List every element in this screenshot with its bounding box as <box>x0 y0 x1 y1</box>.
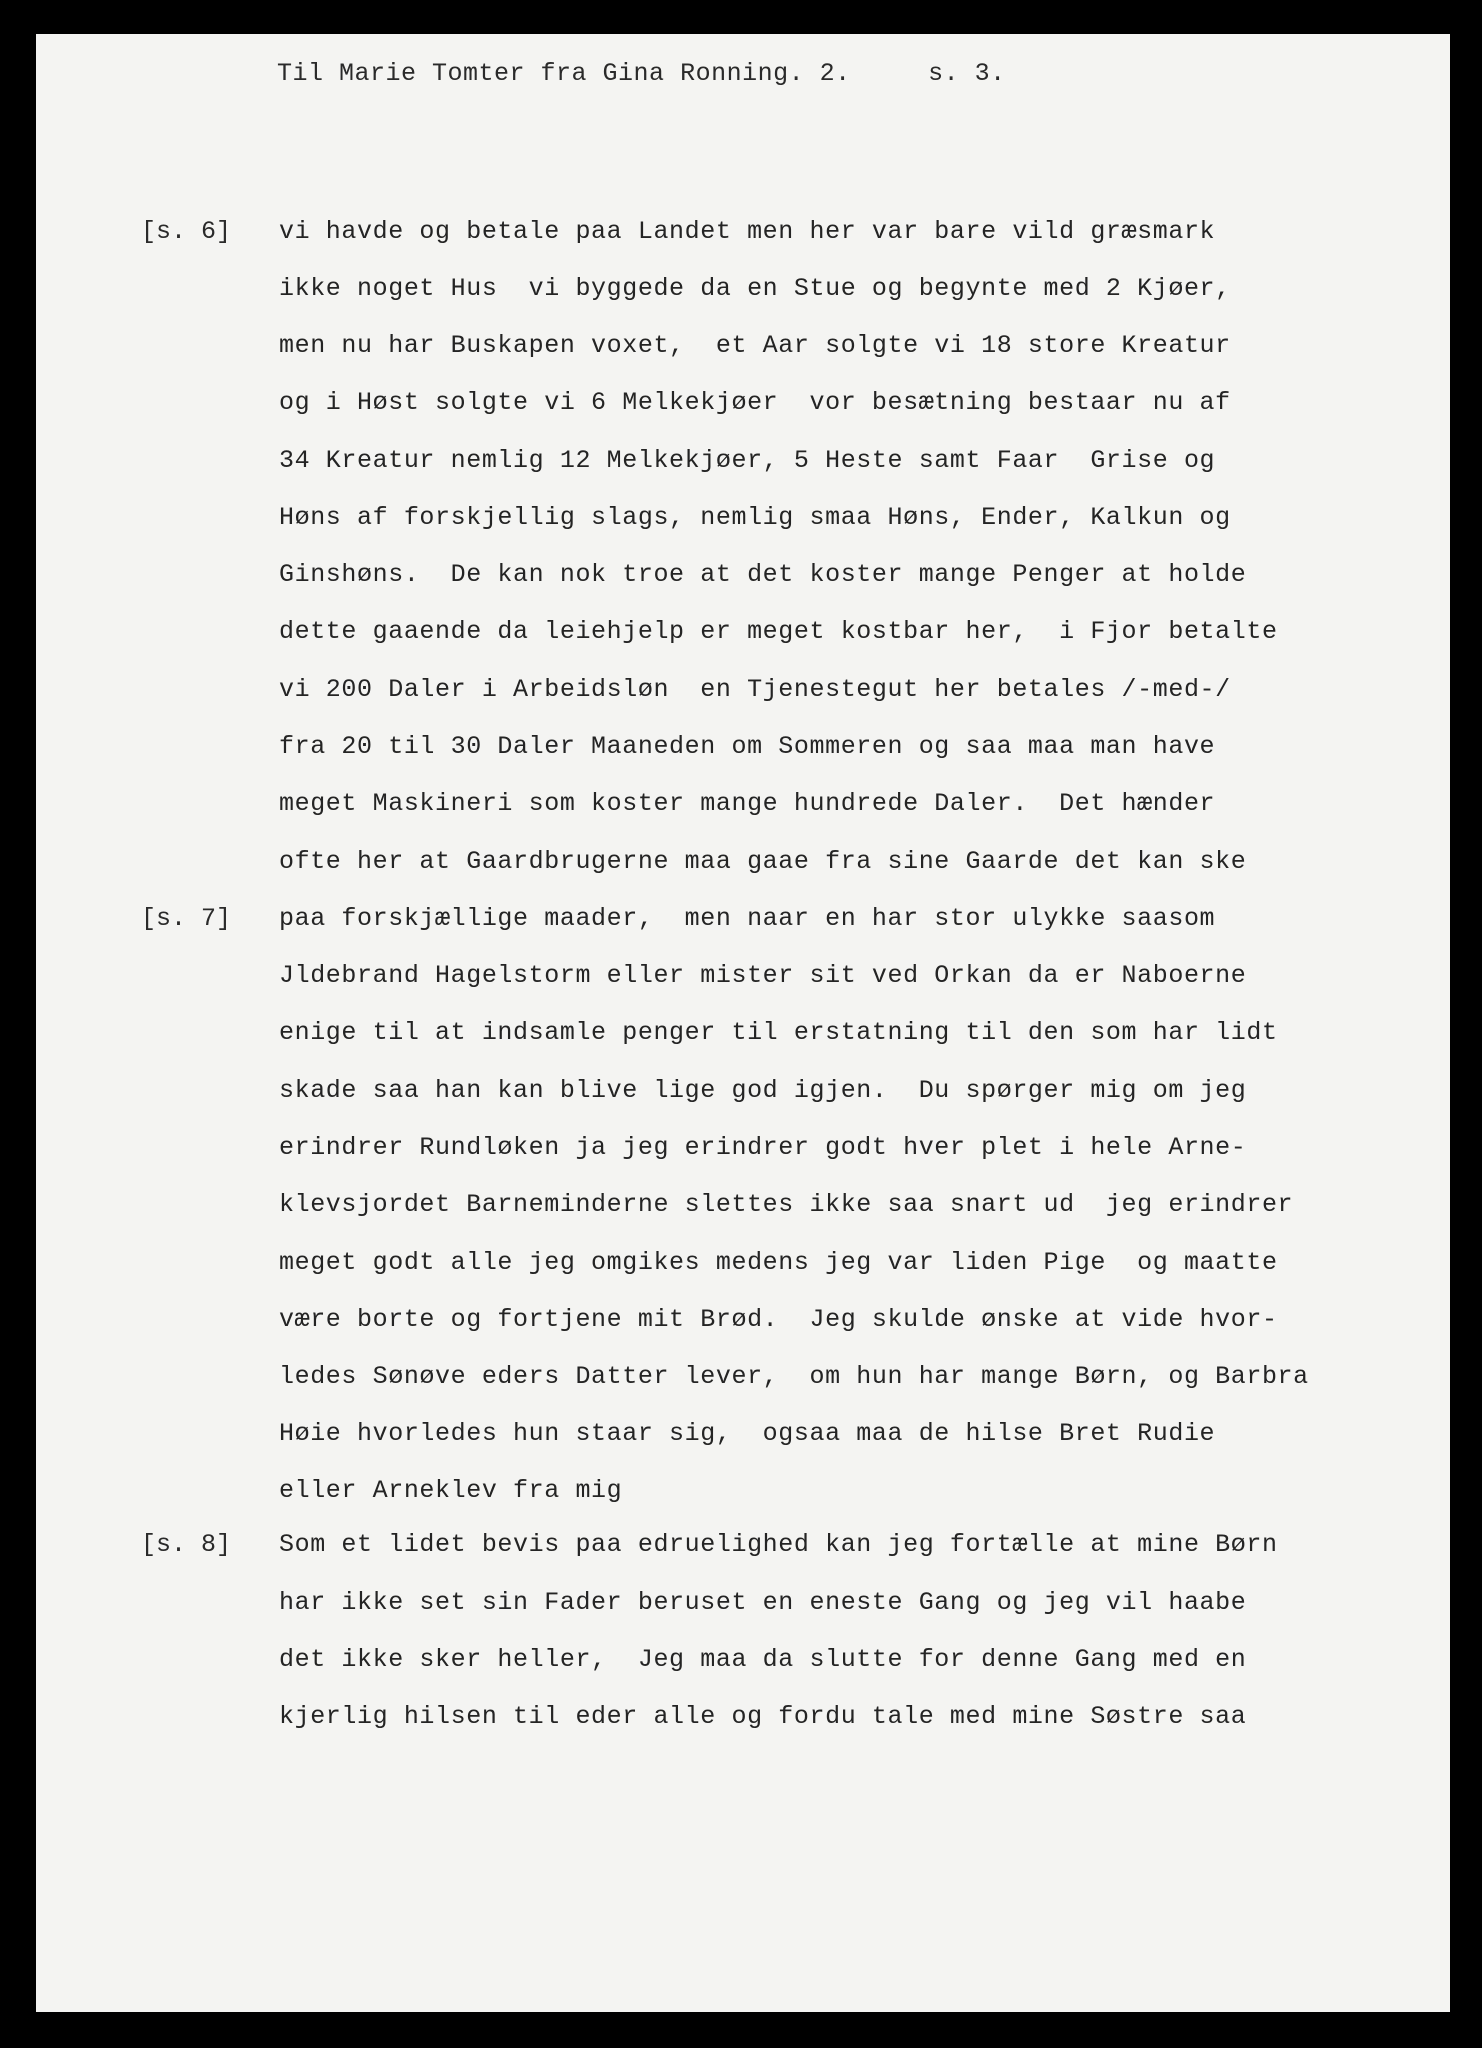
page-marker: [s. 6] <box>141 217 232 246</box>
text-line: kjerlig hilsen til eder alle og fordu tale med mine Søstre saa <box>279 1702 1247 1731</box>
text-line: ikke noget Hus vi byggede da en Stue og begynte med 2 Kjøer, <box>279 274 1231 303</box>
text-line: enige til at indsamle penger til erstatning til den som har lidt <box>279 1018 1278 1047</box>
text-line: ledes Sønøve eders Datter lever, om hun har mange Børn, og Barbra <box>279 1362 1309 1391</box>
text-line: Som et lidet bevis paa edruelighed kan jeg fortælle at mine Børn <box>279 1530 1278 1559</box>
page-marker: [s. 8] <box>141 1530 232 1559</box>
text-line: det ikke sker heller, Jeg maa da slutte for denne Gang med en <box>279 1645 1247 1674</box>
text-line: men nu har Buskapen voxet, et Aar solgte vi 18 store Kreatur <box>279 331 1231 360</box>
text-line: være borte og fortjene mit Brød. Jeg skulde ønske at vide hvor- <box>279 1305 1278 1334</box>
text-line: vi havde og betale paa Landet men her var bare vild græsmark <box>279 217 1216 246</box>
text-line: har ikke set sin Fader beruset en eneste Gang og jeg vil haabe <box>279 1588 1247 1617</box>
text-line: meget Maskineri som koster mange hundrede Daler. Det hænder <box>279 789 1216 818</box>
text-line: eller Arneklev fra mig <box>279 1476 623 1505</box>
text-line: meget godt alle jeg omgikes medens jeg var liden Pige og maatte <box>279 1248 1278 1277</box>
text-line: skade saa han kan blive lige god igjen. Du spørger mig om jeg <box>279 1076 1247 1105</box>
text-line: Høns af forskjellig slags, nemlig smaa Høns, Ender, Kalkun og <box>279 503 1231 532</box>
page-marker: [s. 7] <box>141 904 232 933</box>
text-line: klevsjordet Barneminderne slettes ikke saa snart ud jeg erindrer <box>279 1190 1294 1219</box>
text-line: paa forskjællige maader, men naar en har stor ulykke saasom <box>279 904 1216 933</box>
page-header: Til Marie Tomter fra Gina Ronning. 2. s. 3. <box>277 59 1006 88</box>
text-line: Ginshøns. De kan nok troe at det koster mange Penger at holde <box>279 560 1247 589</box>
text-line: dette gaaende da leiehjelp er meget kostbar her, i Fjor betalte <box>279 617 1278 646</box>
text-line: vi 200 Daler i Arbeidsløn en Tjenestegut her betales /-med-/ <box>279 675 1231 704</box>
text-line: fra 20 til 30 Daler Maaneden om Sommeren og saa maa man have <box>279 732 1216 761</box>
text-line: Jldebrand Hagelstorm eller mister sit ved Orkan da er Naboerne <box>279 961 1247 990</box>
text-line: ofte her at Gaardbrugerne maa gaae fra sine Gaarde det kan ske <box>279 847 1247 876</box>
text-line: 34 Kreatur nemlig 12 Melkekjøer, 5 Heste samt Faar Grise og <box>279 446 1216 475</box>
text-line: erindrer Rundløken ja jeg erindrer godt hver plet i hele Arne- <box>279 1133 1247 1162</box>
text-line: og i Høst solgte vi 6 Melkekjøer vor besætning bestaar nu af <box>279 388 1231 417</box>
text-line: Høie hvorledes hun staar sig, ogsaa maa de hilse Bret Rudie <box>279 1419 1216 1448</box>
